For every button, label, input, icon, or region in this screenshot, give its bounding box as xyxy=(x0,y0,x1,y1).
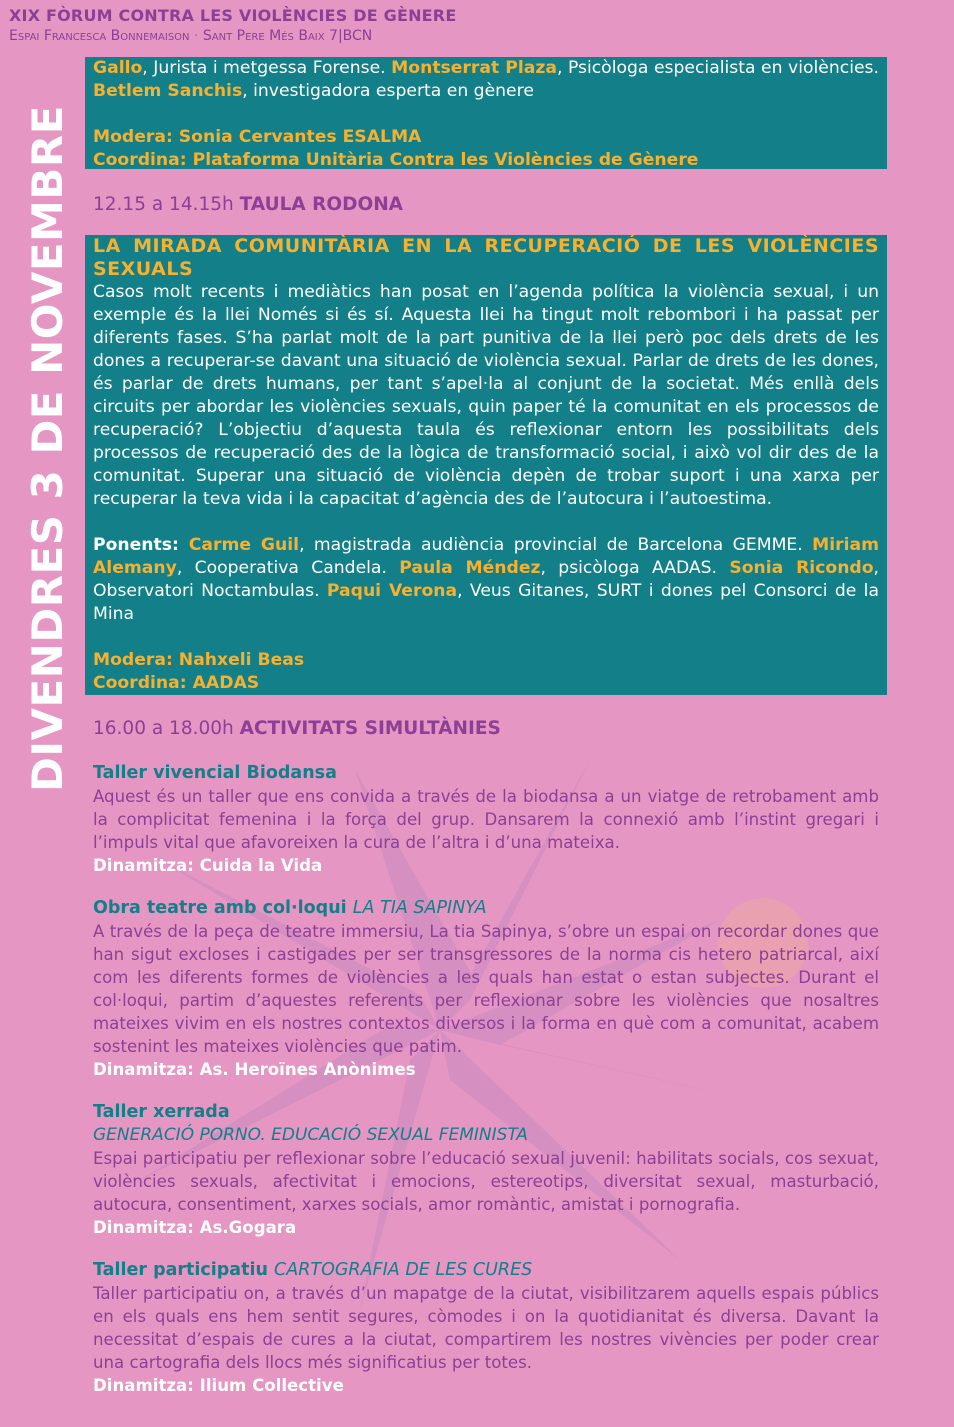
activity-item xyxy=(93,762,879,877)
roundtable-description: Casos molt recents i mediàtics han posat en l’agenda política la violència sexual, i un exemple és la llei Només si és sí. Aquesta llei ha tingut molt rebombori i ha passat per diferents fases. S’ha parlat molt de la part punitiva de la llei però poc dels drets de les dones a recuperar-se davant una situació de violència sexual. Parlar de drets de les dones, és parlar de drets humans, per tant s’apel·la al conjunt de la societat. Més enllà dels circuits per abordar les violències sexuals, quin paper té la comunitat en els processos de recuperació? L’objectiu d’aquesta taula és reflexionar entorn les possibilitats dels processos de recuperació des de la lògica de transformació social, i això vol dir des de la comunitat. Superar una situació de violència depèn de trobar suport i una xarxa per recuperar la teva vida i la capacitat d’agència des de l’autocura i l’autoestima. xyxy=(93,282,879,509)
moderator: Modera: Sonia Cervantes ESALMA xyxy=(93,127,422,147)
time-range: 12.15 a 14.15h xyxy=(93,194,240,215)
ponent-name: Carme Guil xyxy=(188,535,300,555)
ponent-role: , Veus Gitanes, SURT i dones pel Consorci de la Mina xyxy=(93,581,879,624)
session-time-activities xyxy=(93,717,501,741)
activity-title: Taller vivencial Biodansa xyxy=(93,763,337,783)
activities-list xyxy=(93,762,879,1417)
activity-item xyxy=(93,1101,879,1239)
ponent-role: , Observatori Noctambulas. xyxy=(93,558,880,601)
activity-subtitle: GENERACIÓ PORNO. EDUCACIÓ SEXUAL FEMINISTA xyxy=(93,1125,528,1145)
ponent-role: , Cooperativa Candela. xyxy=(176,558,400,578)
activity-facilitator: Dinamitza: Ilium Collective xyxy=(93,1376,344,1395)
activity-facilitator: Dinamitza: As.Gogara xyxy=(93,1218,297,1237)
activity-description: A través de la peça de teatre immersiu, La tia Sapinya, s’obre un espai on recordar dones que han sigut excloses i castigades per ser transgressores de la norma cis hetero patriarcal, així com les diferents formes de violències a les quals han estat o estan subjectes. Durant el col·loqui, partim d’aquestes referents per reflexionar sobre les violències que nosaltres mateixes vivim en els nostres contextos diversos i la forma en què com a comunitat, acabem sostenint les mateixes violències que patim. xyxy=(93,922,879,1056)
ponent-role: , magistrada audiència provincial de Barcelona GEMME. xyxy=(299,535,813,555)
page-header xyxy=(9,6,569,46)
ponent-name: Sonia Ricondo xyxy=(729,558,874,578)
time-range: 16.00 a 18.00h xyxy=(93,718,240,739)
activity-description: Aquest és un taller que ens convida a través de la biodansa a un viatge de retrobament amb la complicitat femenina i la força del grup. Dansarem la connexió amb l’instint gregari i l’impuls vital que afavoreixen la cura de l’altra i d’una mateixa. xyxy=(93,787,879,852)
roundtable-box xyxy=(85,235,887,695)
venue-separator: · xyxy=(189,28,203,44)
ponent-name: Miriam Alemany xyxy=(93,535,880,578)
venue-name: Espai Francesca Bonnemaison xyxy=(9,28,190,44)
activity-title-italic: CARTOGRAFIA DE LES CURES xyxy=(274,1260,533,1280)
activity-title: Taller xerrada xyxy=(93,1102,230,1122)
activity-title-italic: LA TIA SAPINYA xyxy=(352,898,487,918)
speaker-name: Betlem Sanchis xyxy=(93,81,243,101)
session-label: TAULA RODONA xyxy=(239,194,403,215)
roundtable-heading: LA MIRADA COMUNITÀRIA EN LA RECUPERACIÓ DE LES VIOLÈNCIES SEXUALS xyxy=(93,235,879,280)
activity-title: Obra teatre amb col·loqui LA TIA SAPINYA xyxy=(93,898,487,918)
ponents-label: Ponents: xyxy=(93,535,189,555)
speaker-role: , Jurista i metgessa Forense. xyxy=(142,58,392,78)
ponent-role: , psicòloga AADAS. xyxy=(540,558,730,578)
venue-city: |BCN xyxy=(337,28,373,44)
coordinator: Coordina: Plataforma Unitària Contra les Violències de Gènere xyxy=(93,150,699,170)
activity-description: Taller participatiu on, a través d’un mapatge de la ciutat, visibilitzarem aquells espais públics en els quals ens hem sentit segures, còmodes i on la quotidianitat és diversa. Davant la necessitat d’espais de cures a la ciutat, compartirem les nostres vivències per poder crear una cartografia dels llocs més significatius per totes. xyxy=(93,1284,879,1372)
vertical-date-title: DIVENDRES 3 DE NOVEMBRE xyxy=(23,105,72,792)
session-label: ACTIVITATS SIMULTÀNIES xyxy=(239,718,501,739)
activity-item xyxy=(93,897,879,1081)
venue-line xyxy=(9,26,569,46)
activity-item xyxy=(93,1259,879,1397)
speakers-paragraph xyxy=(93,57,879,103)
ponents-paragraph xyxy=(93,534,879,626)
session-time-roundtable xyxy=(93,193,403,217)
speaker-role: , investigadora esperta en gènere xyxy=(242,81,534,101)
session-box-continued xyxy=(85,57,887,169)
moderator: Modera: Nahxeli Beas xyxy=(93,650,305,670)
activity-title: Taller participatiu CARTOGRAFIA DE LES CURES xyxy=(93,1260,533,1280)
speaker-name: Montserrat Plaza xyxy=(391,58,557,78)
coordinator: Coordina: AADAS xyxy=(93,673,260,693)
activity-facilitator: Dinamitza: As. Heroïnes Anònimes xyxy=(93,1060,416,1079)
speaker-role: , Psicòloga especialista en violències. xyxy=(556,58,879,78)
ponent-name: Paqui Verona xyxy=(326,581,458,601)
speaker-name: Gallo xyxy=(93,58,143,78)
forum-title: XIX FÒRUM CONTRA LES VIOLÈNCIES DE GÈNERE xyxy=(9,6,457,25)
activity-facilitator: Dinamitza: Cuida la Vida xyxy=(93,856,323,875)
venue-address: Sant Pere Més Baix 7 xyxy=(202,28,338,44)
activity-description: Espai participatiu per reflexionar sobre l’educació sexual juvenil: habilitats socials, cos sexuat, violències sexuals, afectivitat i emocions, estereotips, diversitat sexual, masturbació, autocura, consentiment, xarxes socials, amor romàntic, amistat i pornografia. xyxy=(93,1149,879,1214)
ponent-name: Paula Méndez xyxy=(399,558,541,578)
